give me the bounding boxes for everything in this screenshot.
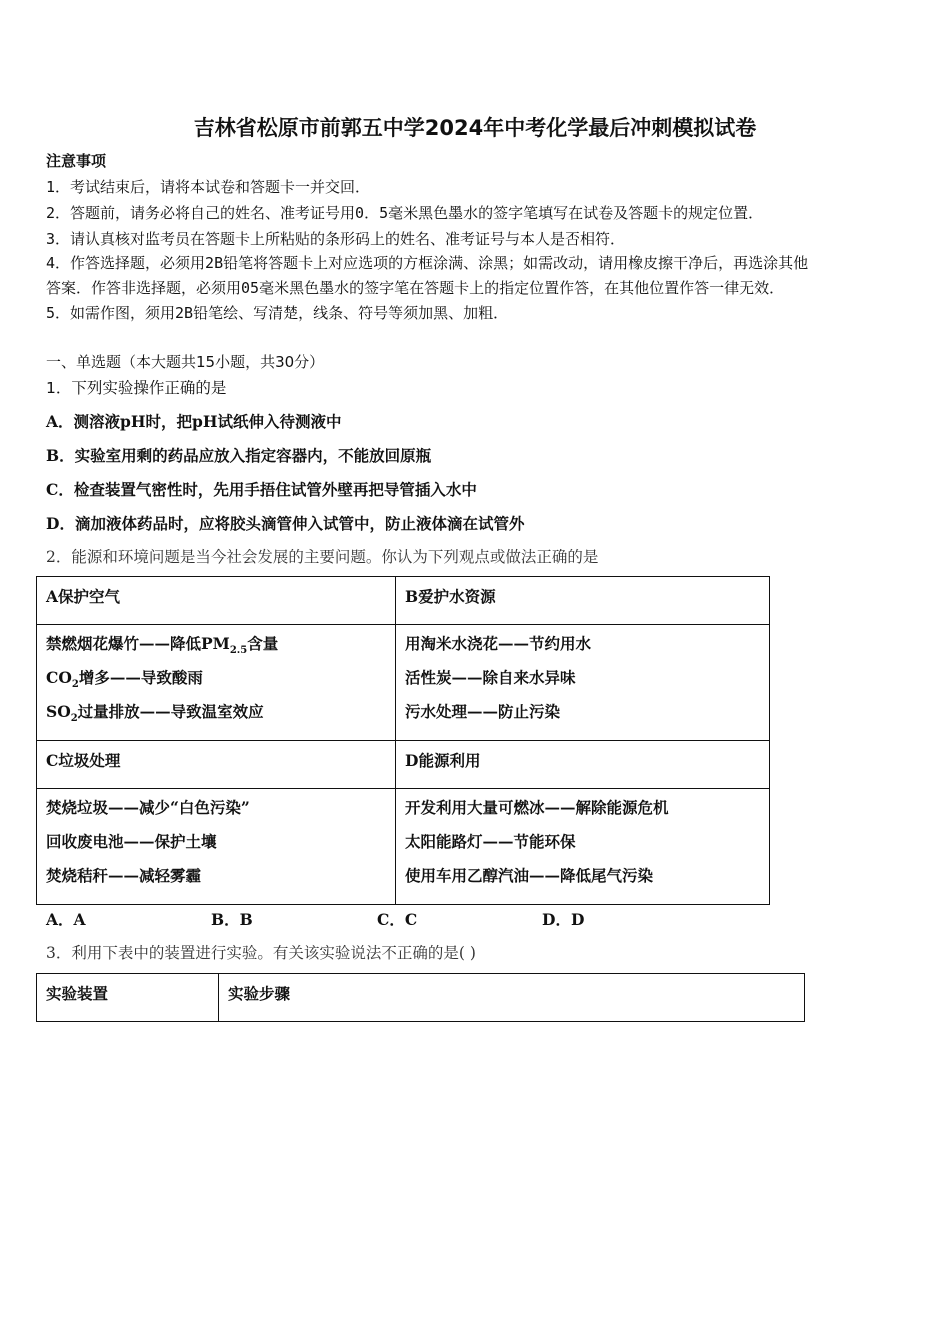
table-cell-a-head: A保护空气: [37, 577, 396, 625]
question-3-table: [36, 973, 805, 1022]
question-2-option-c: C．C: [377, 910, 418, 929]
notice-item: 4．作答选择题，必须用2B铅笔将答题卡上对应选项的方框涂满、涂黑；如需改动，请用橡皮擦干净后，再选涂其他: [46, 254, 809, 272]
question-3-stem: 3．利用下表中的装置进行实验。有关该实验说法不正确的是( ): [46, 944, 476, 962]
question-1-stem: 1．下列实验操作正确的是: [46, 379, 227, 397]
table-cell-d-items: 开发利用大量可燃冰——解除能源危机 太阳能路灯——节能环保 使用车用乙醇汽油——降低尾气污染: [396, 789, 770, 905]
question-1-option-d: D．滴加液体药品时，应将胶头滴管伸入试管中，防止液体滴在试管外: [46, 514, 525, 533]
table-head-steps: 实验步骤: [219, 974, 805, 1022]
question-2-option-b: B．B: [211, 910, 253, 929]
table-cell-b-items: 用淘米水浇花——节约用水 活性炭——除自来水异味 污水处理——防止污染: [396, 625, 770, 741]
table-head-apparatus: 实验装置: [37, 974, 219, 1022]
table-cell-a-items: 禁燃烟花爆竹——降低$PM_{2.5}$含量 $CO_2$增多——导致酸雨 $SO_2$过量排放——导致温室效应: [37, 625, 396, 741]
table-cell-c-head: C垃圾处理: [37, 741, 396, 789]
table-cell-b-head: B爱护水资源: [396, 577, 770, 625]
notice-item: 1．考试结束后，请将本试卷和答题卡一并交回．: [46, 178, 371, 196]
question-2-option-d: D．D: [542, 910, 585, 929]
notice-item: 答案．作答非选择题，必须用05毫米黑色墨水的签字笔在答题卡上的指定位置作答，在其他位置作答一律无效．: [46, 279, 785, 297]
table-cell-d-head: D能源利用: [396, 741, 770, 789]
table-cell-c-items: 焚烧垃圾——减少“白色污染” 回收废电池——保护土壤 焚烧秸秆——减轻雾霾: [37, 789, 396, 905]
notice-heading: 注意事项: [46, 152, 107, 170]
question-1-option-a: A．测溶液pH时，把pH试纸伸入待测液中: [46, 412, 342, 431]
notice-item: 3．请认真核对监考员在答题卡上所粘贴的条形码上的姓名、准考证号与本人是否相符．: [46, 230, 626, 248]
question-2-stem: 2．能源和环境问题是当今社会发展的主要问题。你认为下列观点或做法正确的是: [46, 548, 599, 566]
notice-item: 2．答题前，请务必将自己的姓名、准考证号用0．5毫米黑色墨水的签字笔填写在试卷及答题卡的规定位置．: [46, 204, 764, 222]
question-1-option-b: B．实验室用剩的药品应放入指定容器内，不能放回原瓶: [46, 446, 432, 465]
section-heading: 一、单选题（本大题共15小题，共30分）: [46, 353, 325, 371]
notice-item: 5．如需作图，须用2B铅笔绘、写清楚，线条、符号等须加黑、加粗．: [46, 304, 509, 322]
question-1-option-c: C．检查装置气密性时，先用手捂住试管外壁再把导管插入水中: [46, 480, 477, 499]
question-2-table: [36, 576, 770, 905]
question-2-option-a: A．A: [46, 910, 86, 929]
page-title: 吉林省松原市前郭五中学2024年中考化学最后冲刺模拟试卷: [193, 116, 757, 140]
